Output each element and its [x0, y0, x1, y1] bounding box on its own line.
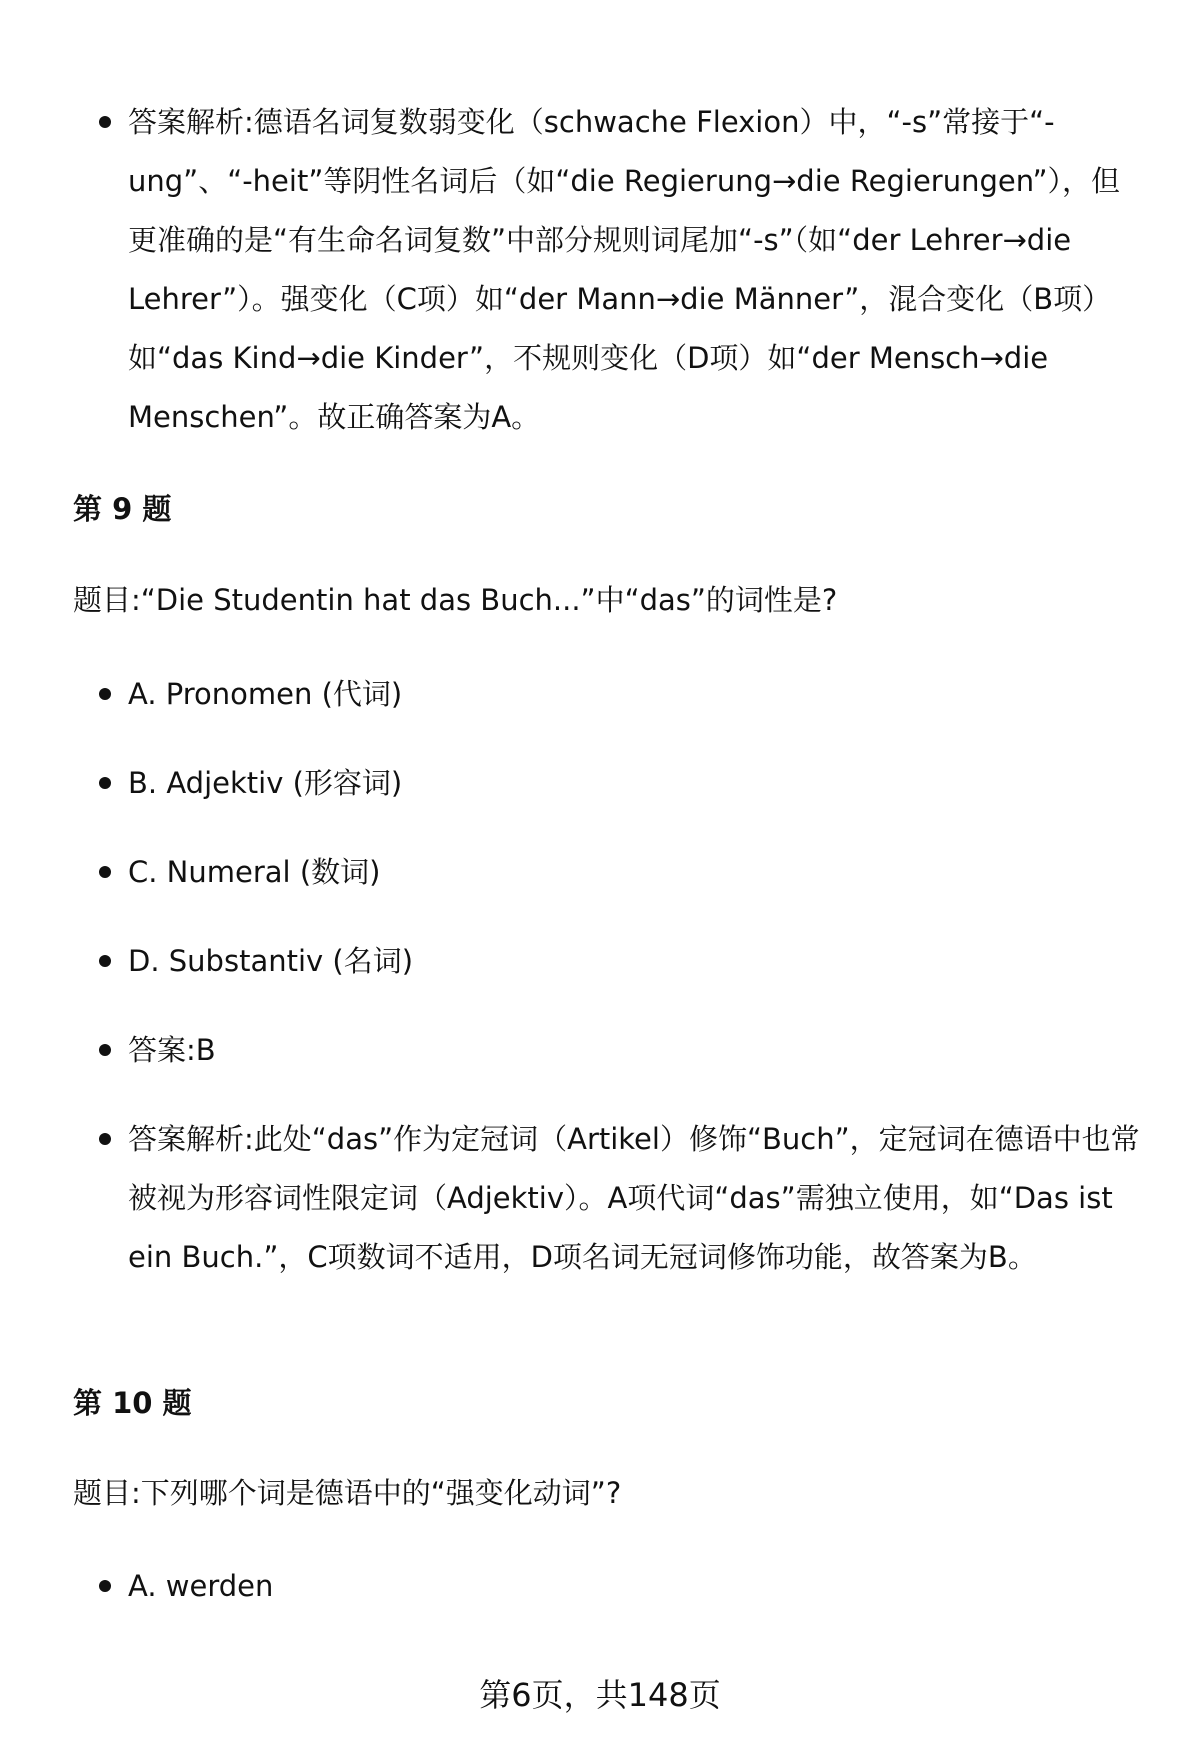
question-9-option-b: B. Adjektiv (形容词)	[128, 754, 1148, 813]
prev-answer-explanation: 答案解析:德语名词复数弱变化（schwache Flexion）中，“-s”常接于“-ung”、“-heit”等阴性名词后（如“die Regierung→die Regierungen”），但更准确的是“有生命名词复数”中部分规则词尾加“-s”（如“der Lehrer→die Lehrer”）。强变化（C项）如“der Mann→die Männer”，混合变化（B项）如“das Kind→die Kinder”，不规则变化（D项）如“der Mensch→die Menschen”。故正确答案为A。	[128, 93, 1148, 447]
question-9-option-d: D. Substantiv (名词)	[128, 932, 1148, 991]
page-footer: 第6页，共148页	[479, 1676, 721, 1714]
question-9-answer: 答案:B	[128, 1021, 1148, 1080]
question-9-explanation: 答案解析:此处“das”作为定冠词（Artikel）修饰“Buch”，定冠词在德语中也常被视为形容词性限定词（Adjektiv）。A项代词“das”需独立使用，如“Das ist ein Buch.”，C项数词不适用，D项名词无冠词修饰功能，故答案为B。	[128, 1110, 1148, 1287]
question-10-heading: 第 10 题	[73, 1386, 192, 1420]
question-9-text: 题目:“Die Studentin hat das Buch...”中“das”的词性是?	[73, 583, 838, 617]
question-9-option-c: C. Numeral (数词)	[128, 843, 1148, 902]
question-10-option-a: A. werden	[128, 1557, 1148, 1616]
question-9-heading: 第 9 题	[73, 492, 172, 526]
question-9-option-a: A. Pronomen (代词)	[128, 665, 1148, 724]
question-10-text: 题目:下列哪个词是德语中的“强变化动词”?	[73, 1476, 622, 1510]
